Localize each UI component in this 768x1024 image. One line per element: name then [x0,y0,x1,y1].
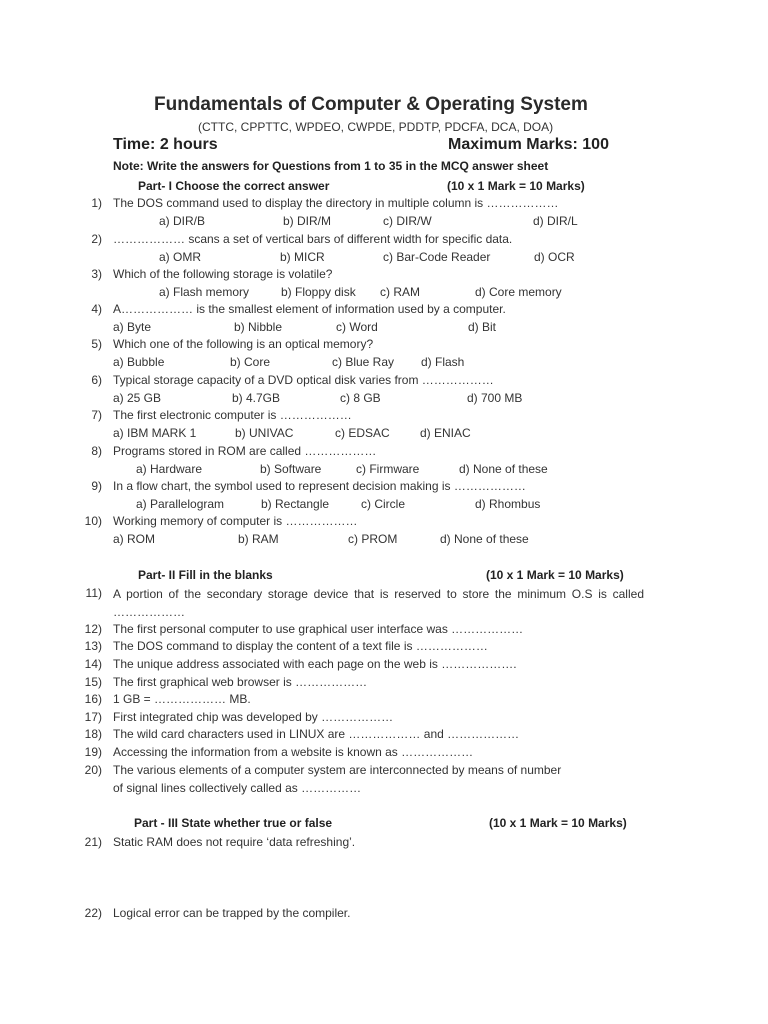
question-number: 12) [84,622,102,636]
option-a: a) Parallelogram [136,497,225,511]
option-b: b) Core [230,355,271,369]
question-text-continued: of signal lines collectively called as …………… [113,781,362,795]
option-c: c) Circle [361,497,405,511]
question-number: 11) [85,586,102,600]
question-text: The first electronic computer is ……………… [113,408,352,422]
question-text: A portion of the secondary storage device that is reserved to store the minimum O.S is called ……………… [113,587,644,619]
page-title: Fundamentals of Computer & Operating System [154,94,588,115]
option-d: d) ENIAC [420,426,471,440]
part1-heading: Part- I Choose the correct answer [138,179,330,193]
part3-heading: Part - III State whether true or false [134,816,333,830]
option-a: a) ROM [113,532,155,546]
option-a: a) Flash memory [159,285,250,299]
question-text: Which of the following storage is volatile? [113,267,333,281]
max-marks-label: Maximum Marks: 100 [448,136,609,153]
option-a: a) DIR/B [159,214,206,228]
option-a: a) Hardware [136,462,203,476]
option-d: d) Flash [421,355,465,369]
question-number: 16) [84,692,102,706]
question-number: 3) [91,267,102,281]
question-text: In a flow chart, the symbol used to represent decision making is ……………… [113,479,526,493]
option-b: b) Floppy disk [281,285,356,299]
question-text: Typical storage capacity of a DVD optical disk varies from ……………… [113,373,494,387]
option-c: c) Bar-Code Reader [383,250,491,264]
question-text: Static RAM does not require ‘data refreshing’. [113,835,356,849]
part3-marks: (10 x 1 Mark = 10 Marks) [489,816,627,830]
part2-heading: Part- II Fill in the blanks [138,568,273,582]
question-text: Which one of the following is an optical memory? [113,337,374,351]
question-text: The first graphical web browser is ……………… [113,675,368,689]
question-text: The various elements of a computer system are interconnected by means of number [113,763,562,777]
option-c: c) 8 GB [340,391,381,405]
option-d: d) Rhombus [475,497,541,511]
option-a: a) 25 GB [113,391,162,405]
question-number: 20) [84,763,102,777]
option-b: b) Nibble [234,320,283,334]
question-text: First integrated chip was developed by ……………… [113,710,394,724]
question-number: 14) [84,657,102,671]
option-c: c) EDSAC [335,426,390,440]
question-text: The unique address associated with each page on the web is ………………. [113,657,517,671]
question-number: 19) [84,745,102,759]
question-number: 18) [84,727,102,741]
option-c: c) DIR/W [383,214,432,228]
option-b: b) Software [260,462,322,476]
option-a: a) Bubble [113,355,165,369]
option-c: c) Firmware [356,462,420,476]
option-a: a) Byte [113,320,152,334]
option-d: d) None of these [459,462,548,476]
option-d: d) 700 MB [467,391,523,405]
option-a: a) OMR [159,250,201,264]
question-text: The wild card characters used in LINUX are ……………… and ……………… [113,727,520,741]
question-number: 7) [91,408,102,422]
question-text: Logical error can be trapped by the compiler. [113,906,351,920]
option-a: a) IBM MARK 1 [113,426,197,440]
question-number: 10) [84,514,102,528]
question-text: Programs stored in ROM are called ……………… [113,444,377,458]
instruction-note: Note: Write the answers for Questions from 1 to 35 in the MCQ answer sheet [113,159,549,173]
option-b: b) DIR/M [283,214,331,228]
option-b: b) RAM [238,532,279,546]
option-b: b) MICR [280,250,325,264]
option-d: d) Core memory [475,285,562,299]
option-d: d) None of these [440,532,529,546]
part1-marks: (10 x 1 Mark = 10 Marks) [447,179,585,193]
question-text: The first personal computer to use graphical user interface was ……………… [113,622,524,636]
option-c: c) RAM [380,285,420,299]
option-c: c) Blue Ray [332,355,395,369]
question-number: 13) [84,639,102,653]
question-number: 9) [91,479,102,493]
course-list: (CTTC, CPPTTC, WPDEO, CWPDE, PDDTP, PDCFA, DCA, DOA) [198,120,554,134]
option-b: b) Rectangle [261,497,330,511]
question-number: 2) [91,232,102,246]
time-label: Time: 2 hours [113,136,218,153]
option-b: b) UNIVAC [235,426,294,440]
question-text: The DOS command to display the content of a text file is ……………… [113,639,488,653]
question-text: Accessing the information from a website is known as ……………… [113,745,474,759]
part2-marks: (10 x 1 Mark = 10 Marks) [486,568,624,582]
option-b: b) 4.7GB [232,391,281,405]
option-c: c) PROM [348,532,398,546]
option-d: d) Bit [468,320,497,334]
option-c: c) Word [336,320,378,334]
question-number: 4) [91,302,102,316]
question-number: 21) [84,835,102,849]
question-text: The DOS command used to display the directory in multiple column is ……………… [113,196,559,210]
option-d: d) DIR/L [533,214,578,228]
question-text: Working memory of computer is ……………… [113,514,358,528]
question-text: 1 GB = ……………… MB. [113,692,251,706]
question-number: 22) [84,906,102,920]
question-number: 6) [91,373,102,387]
question-number: 1) [91,196,102,210]
question-text: ……………… scans a set of vertical bars of different width for specific data. [113,232,513,246]
question-number: 17) [84,710,102,724]
question-text: A……………… is the smallest element of information used by a computer. [113,302,506,316]
question-number: 15) [84,675,102,689]
question-number: 5) [91,337,102,351]
question-number: 8) [91,444,102,458]
option-d: d) OCR [534,250,575,264]
